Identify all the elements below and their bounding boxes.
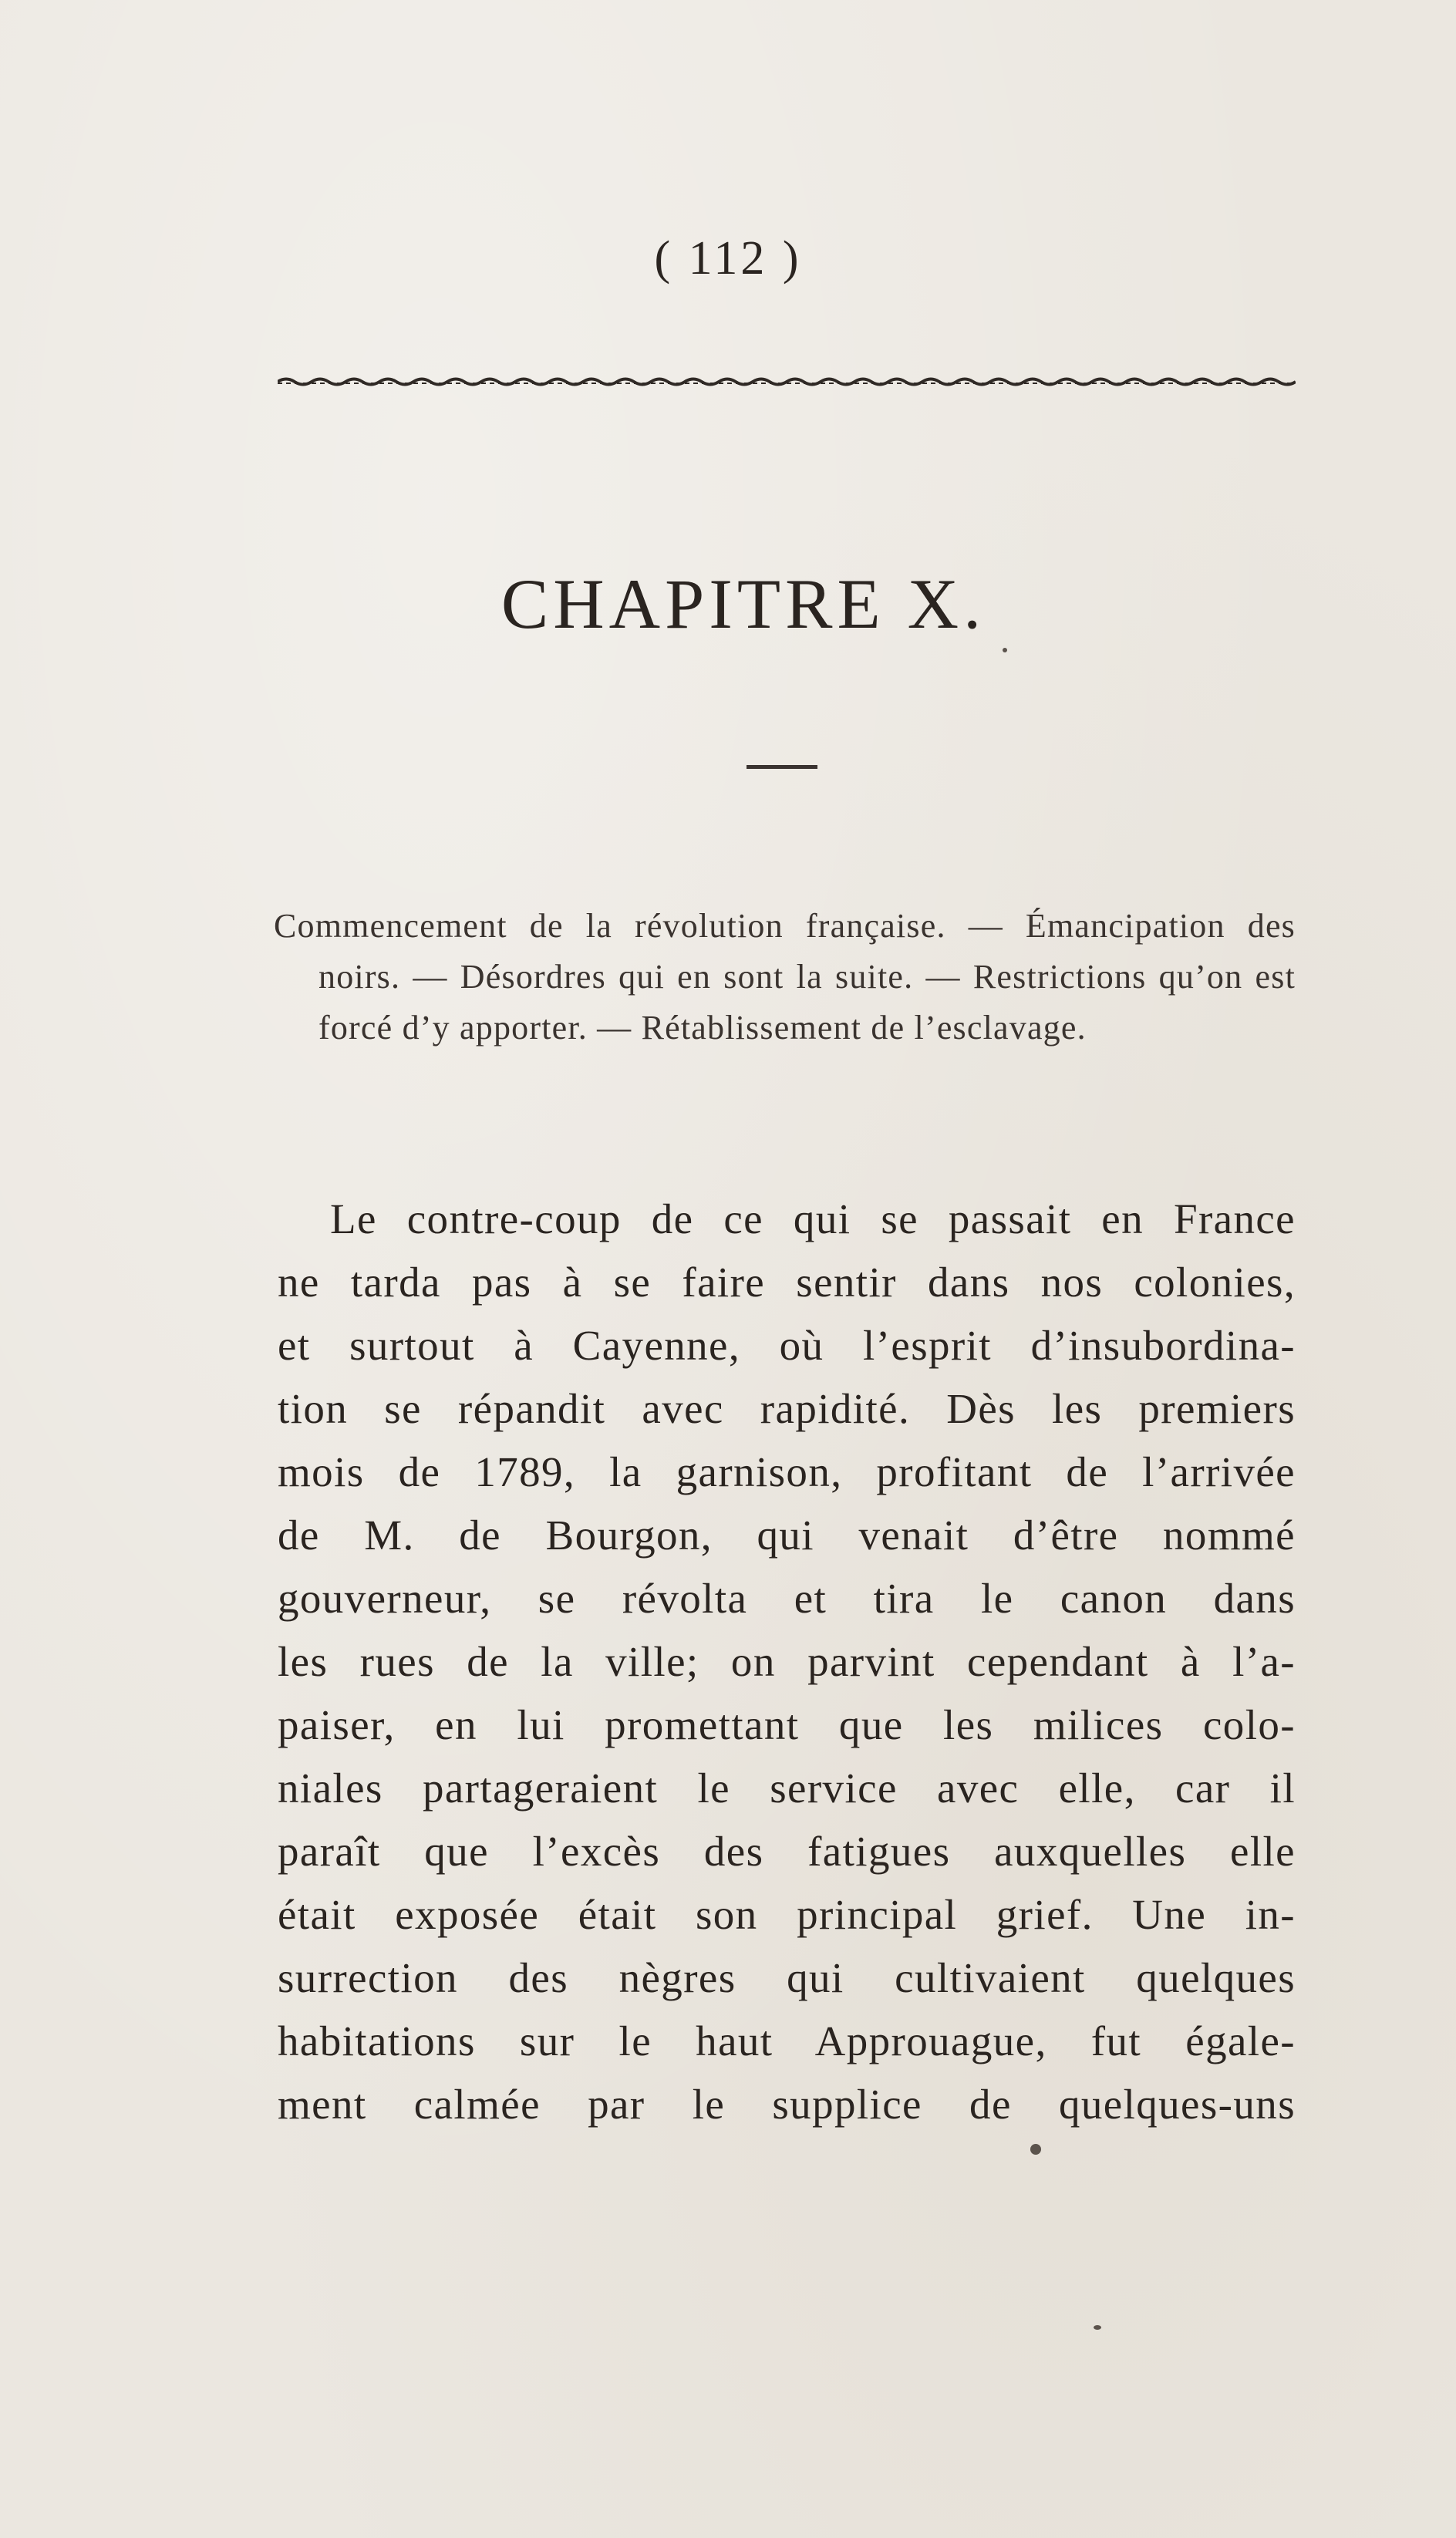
body-line: ne tarda pas à se faire sentir dans nos colonies,: [278, 1259, 1296, 1306]
chapter-summary: [274, 901, 1296, 1053]
body-line: les rues de la ville; on parvint cependant à l’a-: [278, 1638, 1296, 1685]
chapter-summary-text: Commencement de la révolution française. — Émancipation des noirs. — Désordres qui en sont la suite. — Restrictions qu’on est forcé d’y apporter. — Rétablissement de l’esclavage.: [274, 907, 1296, 1047]
body-line: était exposée était son principal grief. Une in-: [278, 1891, 1296, 1938]
body-line: tion se répandit avec rapidité. Dès les premiers: [278, 1385, 1296, 1432]
body-line: ment calmée par le supplice de quelques-uns: [278, 2081, 1296, 2128]
ink-speck: [1094, 2325, 1101, 2330]
body-line: paiser, en lui promettant que les milices colo-: [278, 1701, 1296, 1748]
page-number: ( 112 ): [654, 232, 802, 285]
ornamental-rule: [278, 376, 1296, 387]
title-divider: [747, 765, 817, 769]
chapter-title: CHAPITRE X.: [501, 565, 986, 643]
body-line: mois de 1789, la garnison, profitant de l’arrivée: [278, 1448, 1296, 1495]
ink-speck: [1003, 648, 1007, 652]
body-line: Le contre-coup de ce qui se passait en France: [330, 1195, 1296, 1242]
ink-speck: [1030, 2144, 1041, 2155]
body-line: gouverneur, se révolta et tira le canon dans: [278, 1575, 1296, 1622]
body-line: habitations sur le haut Approuague, fut égale-: [278, 2017, 1296, 2064]
body-line: et surtout à Cayenne, où l’esprit d’insubordina-: [278, 1322, 1296, 1369]
body-line: de M. de Bourgon, qui venait d’être nommé: [278, 1512, 1296, 1559]
body-paragraph: [278, 1188, 1296, 2136]
body-line: niales partageraient le service avec elle, car il: [278, 1764, 1296, 1812]
body-line: paraît que l’excès des fatigues auxquelles elle: [278, 1828, 1296, 1875]
body-line: surrection des nègres qui cultivaient quelques: [278, 1954, 1296, 2001]
